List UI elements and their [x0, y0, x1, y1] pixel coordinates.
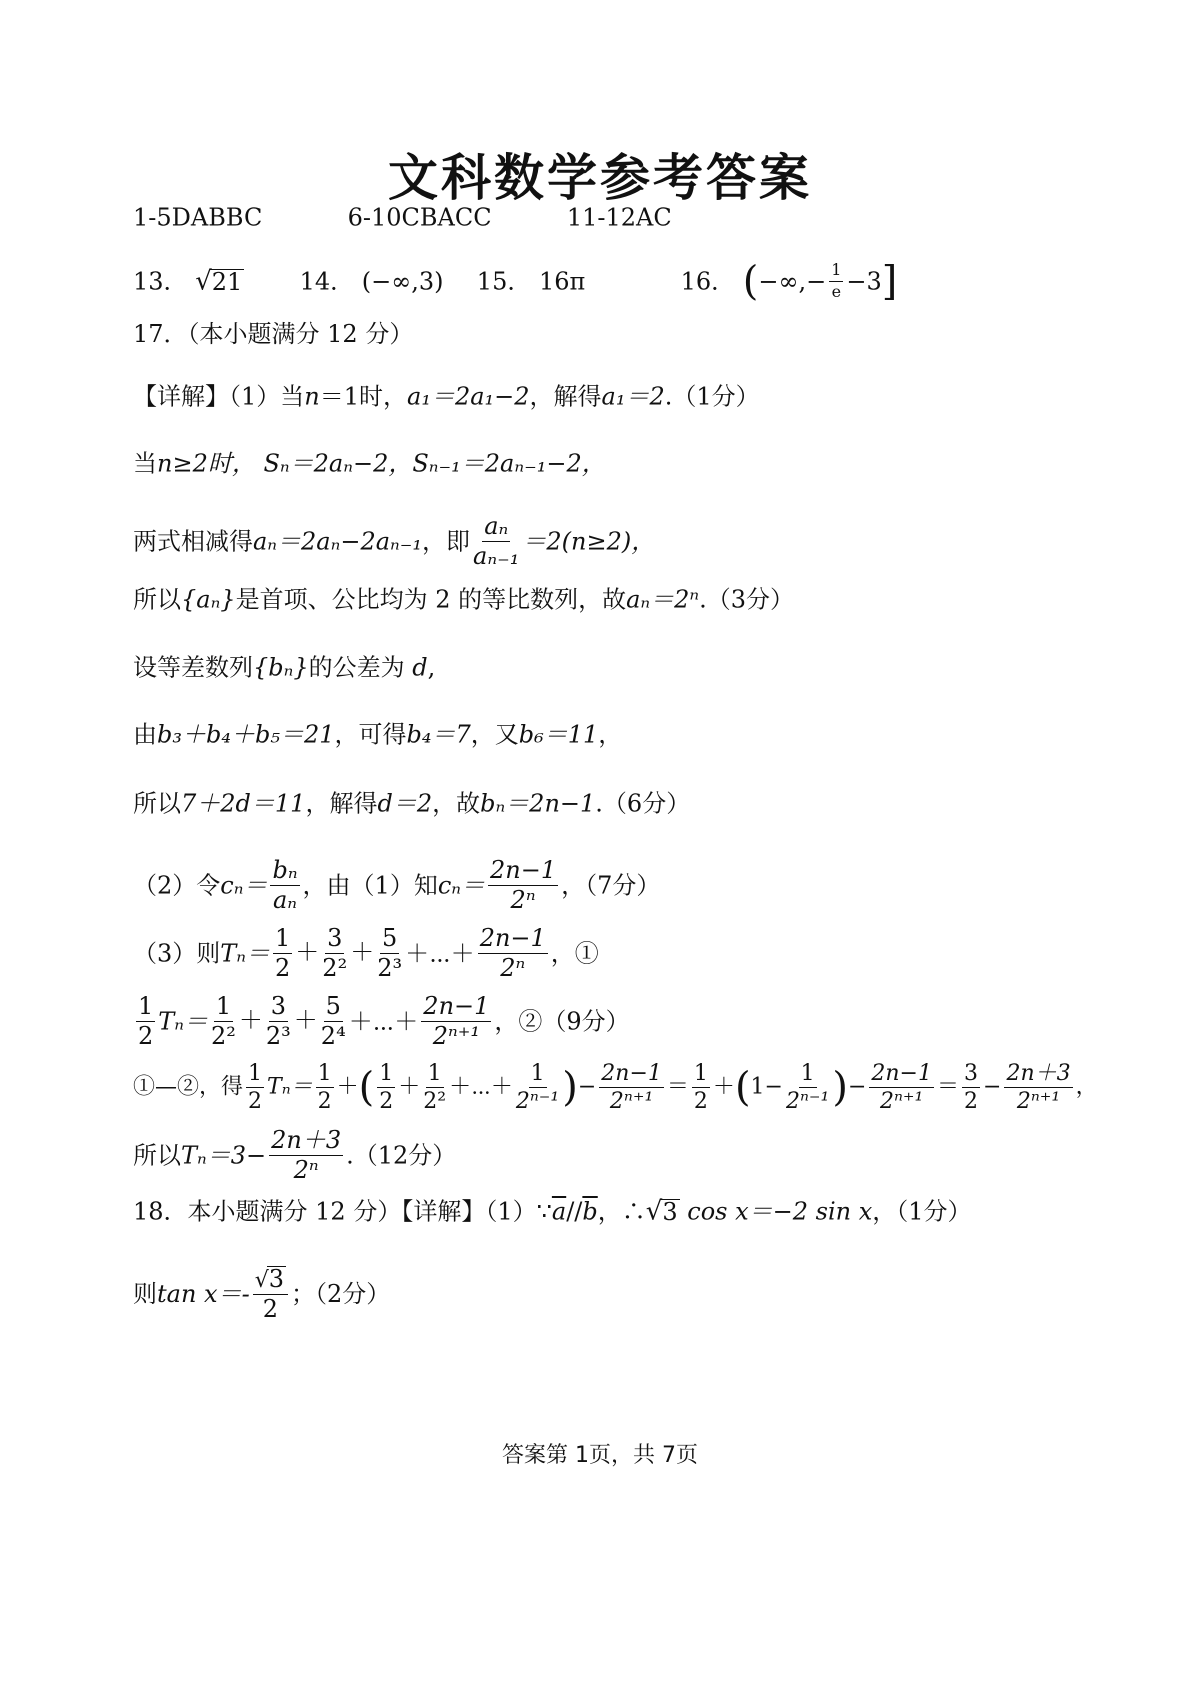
left-paren-icon: (	[742, 258, 759, 305]
numerator	[253, 1266, 288, 1295]
math-expr: b₆＝11	[518, 720, 599, 749]
math-expr: b₃＋b₄＋b₅＝21	[157, 720, 335, 749]
math-expr: 7＋2d＝11	[181, 789, 306, 818]
numerator: 2n−1	[421, 994, 491, 1022]
math-expr: ＝2(n≥2)，	[522, 527, 656, 556]
fraction	[962, 1062, 980, 1113]
text-span: 由	[133, 720, 157, 749]
math-expr: tan x＝-	[157, 1280, 250, 1309]
q18-line-2	[133, 1266, 390, 1322]
fraction	[253, 1266, 288, 1322]
math-expr: Tₙ＝	[158, 1007, 209, 1036]
q17-line-12	[133, 1128, 456, 1183]
text-span: ，故	[432, 789, 481, 818]
denominator: 2³	[377, 954, 403, 983]
math-expr: a₁＝2a₁−2	[407, 382, 530, 411]
q16-numerator: 1	[829, 262, 843, 282]
denominator: 2ⁿ	[293, 1156, 319, 1185]
math-expr: bₙ＝2n−1	[480, 789, 596, 818]
numerator: 1	[316, 1062, 334, 1088]
text-span: 是首项、公比均为 2 的等比数列，故	[235, 585, 627, 614]
q17-line-11: ①—②，得 $\frac{1}{2}$ Tₙ＝ $\frac{1}{2}$ ＋( $\frac{1}{2}$ ＋ $\frac{1}{\text{2²}}$ ＋⋯＋ $\frac{1}{\text{2ⁿ⁻¹}}$ )− $\frac{2n-1}{\text{2ⁿ⁺¹}}$ ＝ $\frac{1}{2}$ ＋(1− $\frac{1}{\text{2ⁿ⁻¹}}$ )− $\frac{2n-1}{\text{2ⁿ⁺¹}}$ ＝ $\frac{3}{2}$ − $\frac{2n+3}{\text{2ⁿ⁺¹}}$ ，	[133, 1061, 1098, 1115]
math-var: n	[304, 382, 320, 411]
fraction	[273, 926, 292, 981]
denominator: 2	[275, 954, 291, 983]
denominator: 2	[317, 1089, 332, 1115]
fraction	[269, 1128, 343, 1183]
fraction	[316, 1062, 334, 1113]
denominator: 2²	[211, 1022, 236, 1051]
denominator: 2²	[322, 954, 348, 983]
numerator: 2n＋3	[1004, 1062, 1072, 1088]
denominator: 2	[964, 1089, 979, 1115]
text-span: ，解得	[529, 382, 602, 411]
text-span: ，	[598, 720, 623, 749]
denominator: 2	[379, 1089, 394, 1115]
denominator: 2ⁿ	[500, 954, 526, 983]
ellipsis: ＋⋯＋	[405, 939, 475, 968]
q17-line-4	[133, 586, 794, 612]
q16-value-pre: −∞,−	[758, 267, 827, 296]
text-span: （3）则	[133, 939, 221, 968]
mc-group-3: 11-12AC	[566, 203, 672, 232]
text-span: 则	[133, 1280, 157, 1309]
denominator: 2	[248, 1089, 263, 1115]
q17-header: 17．（本小题满分 12 分）	[133, 320, 414, 348]
text-span: 两式相减得	[133, 527, 253, 556]
fraction	[869, 1062, 934, 1113]
numerator: 1	[426, 1062, 444, 1088]
fraction	[692, 1062, 710, 1113]
sqrt-icon: √	[195, 266, 212, 297]
denominator: 2ⁿ⁺¹	[609, 1089, 654, 1115]
score-note: .（6分）	[595, 789, 691, 818]
fraction	[270, 858, 299, 913]
text-span: ，即	[422, 527, 471, 556]
score-note: .（3分）	[699, 585, 795, 614]
text-span: ，	[1075, 1074, 1098, 1100]
text-span: ，解得	[305, 789, 378, 818]
denominator: 2ⁿ⁺¹	[432, 1022, 480, 1051]
q17-line-6	[133, 721, 622, 747]
score-note: ，（1分）	[872, 1197, 972, 1226]
q17-line-2	[133, 450, 606, 476]
math-expr: a₁＝2	[601, 382, 665, 411]
numerator: 2n＋3	[269, 1128, 343, 1156]
numerator: 2n−1	[599, 1062, 664, 1088]
numerator: 1	[377, 1062, 395, 1088]
q17-line-8	[133, 858, 660, 913]
denominator: 2ⁿ⁻¹	[785, 1089, 830, 1115]
math-expr: Sₙ＝2aₙ−2，Sₙ₋₁＝2aₙ₋₁−2，	[263, 449, 606, 478]
sqrt-icon: √	[254, 1268, 269, 1293]
numerator: 1	[799, 1062, 817, 1088]
math-expr: Tₙ＝3−	[181, 1141, 267, 1170]
text-span: 【详解】（1）当	[133, 382, 305, 411]
q16-denominator: e	[831, 281, 842, 301]
denominator: 2ⁿ⁻¹	[515, 1089, 560, 1115]
q17-line-5	[133, 654, 435, 680]
fraction	[246, 1062, 264, 1113]
text-span: ，由（1）知	[302, 871, 438, 900]
text-span: 设等差数列	[133, 653, 253, 682]
denominator: 2ⁿ	[510, 886, 536, 915]
text-span: ，可得	[334, 720, 407, 749]
sqrt-value: 3	[268, 1265, 284, 1293]
numerator: 3	[325, 926, 344, 954]
denominator: 2	[693, 1089, 708, 1115]
math-expr: cₙ＝	[437, 871, 485, 900]
fraction	[377, 1062, 395, 1113]
fraction	[488, 858, 558, 913]
fraction	[321, 994, 346, 1049]
fraction	[421, 994, 491, 1049]
text-span: 所以	[133, 789, 181, 818]
text-span: ＝1时，	[319, 382, 408, 411]
fill-answers	[133, 258, 898, 305]
mc-group-2: 6-10CBACC	[347, 203, 492, 232]
q17-line-10: $\frac{1}{2}$ Tₙ＝ $\frac{1}{\text{2²}}$ ＋ $\frac{3}{\text{2³}}$ ＋ $\frac{5}{\text{2⁴}}$ ＋⋯＋ $\frac{2n-1}{\text{2ⁿ⁺¹}}$ ，②（9分）	[138, 992, 630, 1051]
fraction	[377, 926, 402, 981]
q17-line-7	[133, 790, 690, 816]
vector-b: $\overline{b}$	[582, 1197, 598, 1226]
q17-line-3	[133, 514, 655, 569]
q14-label: 14．	[299, 267, 355, 296]
mc-answers	[133, 204, 672, 230]
score-note: .（12分）	[346, 1141, 457, 1170]
vector-a: $\overline{a}$	[551, 1197, 567, 1226]
text-span: 所以	[133, 585, 181, 614]
fraction	[786, 1062, 829, 1113]
numerator: 1	[529, 1062, 547, 1088]
numerator: 1	[246, 1062, 264, 1088]
fraction	[516, 1062, 559, 1113]
numerator: 2n−1	[478, 926, 548, 954]
math-expr: {aₙ}	[181, 585, 236, 614]
q16-fraction	[829, 262, 843, 301]
denominator: 2⁴	[320, 1022, 346, 1051]
parallel-icon: //	[566, 1197, 583, 1226]
numerator: 3	[962, 1062, 980, 1088]
fraction	[599, 1062, 664, 1113]
math-expr: {bₙ}	[253, 653, 309, 682]
text-span: ，又	[470, 720, 519, 749]
page-title: 文科数学参考答案	[388, 149, 812, 207]
numerator: 5	[324, 994, 343, 1022]
q17-line-1	[133, 383, 760, 409]
numerator: bₙ	[270, 858, 299, 886]
text-span: ①—②，得	[133, 1074, 244, 1100]
denominator: aₙ	[272, 886, 298, 915]
numerator: 1	[692, 1062, 710, 1088]
numerator: 2n−1	[488, 858, 558, 886]
math-expr: cₙ＝	[220, 871, 268, 900]
numerator: 2n−1	[869, 1062, 934, 1088]
text-span: ,	[427, 653, 436, 682]
score-note: .（1分）	[664, 382, 760, 411]
math-expr: Tₙ＝	[220, 939, 271, 968]
score-note: ，（7分）	[561, 871, 661, 900]
right-paren-icon: )	[832, 1064, 848, 1111]
denominator: 2	[262, 1295, 278, 1324]
ellipsis: ＋⋯＋	[449, 1074, 513, 1100]
ellipsis: ＋⋯＋	[348, 1007, 419, 1036]
because-icon: ∵	[536, 1197, 552, 1226]
q17-line-9: （3）则Tₙ＝ $\frac{1}{2}$ ＋ $\frac{3}{\text{2²}}$ ＋ $\frac{5}{\text{2³}}$ ＋⋯＋ $\frac{2n-1}{\text{2ⁿ}}$ ，①	[133, 924, 599, 983]
fraction	[473, 514, 519, 569]
math-expr: aₙ＝2ⁿ	[626, 585, 700, 614]
text-span: （2）令	[133, 871, 221, 900]
math-expr: Tₙ＝	[267, 1074, 313, 1100]
math-expr: cos x＝−2 sin x	[687, 1197, 873, 1226]
fraction	[1004, 1062, 1072, 1113]
fraction	[136, 994, 155, 1049]
text-span: 所以	[133, 1141, 181, 1170]
denominator: 2³	[265, 1022, 291, 1051]
q15-label: 15．	[476, 267, 532, 296]
denominator: 2²	[423, 1089, 447, 1115]
left-paren-icon: (	[734, 1064, 751, 1111]
equation-marker: ，②（9分）	[494, 1007, 630, 1036]
numerator: 1	[214, 994, 233, 1022]
q18-line-1	[133, 1198, 972, 1225]
denominator: aₙ₋₁	[473, 542, 520, 571]
score-note: ；（2分）	[291, 1280, 391, 1309]
numerator: 1	[136, 994, 155, 1022]
q13-label: 13．	[133, 267, 188, 296]
fraction	[322, 926, 347, 981]
math-expr: b₄＝7	[406, 720, 471, 749]
right-paren-icon: )	[562, 1064, 578, 1111]
numerator: 5	[380, 926, 399, 954]
fraction	[266, 994, 291, 1049]
sqrt-icon: √	[645, 1196, 663, 1227]
therefore-text: ，∴	[597, 1197, 646, 1226]
page-footer: 答案第 1页，共 7页	[502, 1443, 698, 1468]
fraction	[478, 926, 548, 981]
text-span: 18．本小题满分 12 分）【详解】（1）	[133, 1197, 537, 1226]
denominator: 2	[138, 1022, 154, 1051]
numerator: aₙ	[482, 514, 510, 542]
mc-group-1: 1-5DABBC	[133, 203, 263, 232]
math-expr: aₙ＝2aₙ−2aₙ₋₁	[253, 527, 423, 556]
text-span: 的公差为	[308, 653, 405, 682]
text-span: 1−	[750, 1074, 783, 1100]
fraction	[423, 1062, 446, 1113]
numerator: 3	[269, 994, 288, 1022]
q13-value: 21	[211, 267, 243, 296]
math-expr: d＝2	[377, 789, 433, 818]
q15-value: 16π	[538, 267, 586, 296]
sqrt-value: 3	[662, 1198, 678, 1226]
text-span: 当	[133, 449, 157, 478]
q16-label: 16．	[680, 267, 736, 296]
denominator: 2ⁿ⁺¹	[880, 1089, 924, 1115]
right-bracket-icon: ]	[881, 258, 898, 305]
q16-value-post: −3	[846, 267, 882, 296]
numerator: 1	[273, 926, 292, 954]
fraction	[211, 994, 236, 1049]
equation-marker: ，①	[550, 939, 599, 968]
q14-value: (−∞,3)	[361, 267, 444, 296]
math-expr: n≥2时，	[157, 449, 256, 478]
denominator: 2ⁿ⁺¹	[1016, 1089, 1061, 1115]
left-paren-icon: (	[358, 1064, 375, 1111]
math-var: d	[412, 653, 428, 682]
